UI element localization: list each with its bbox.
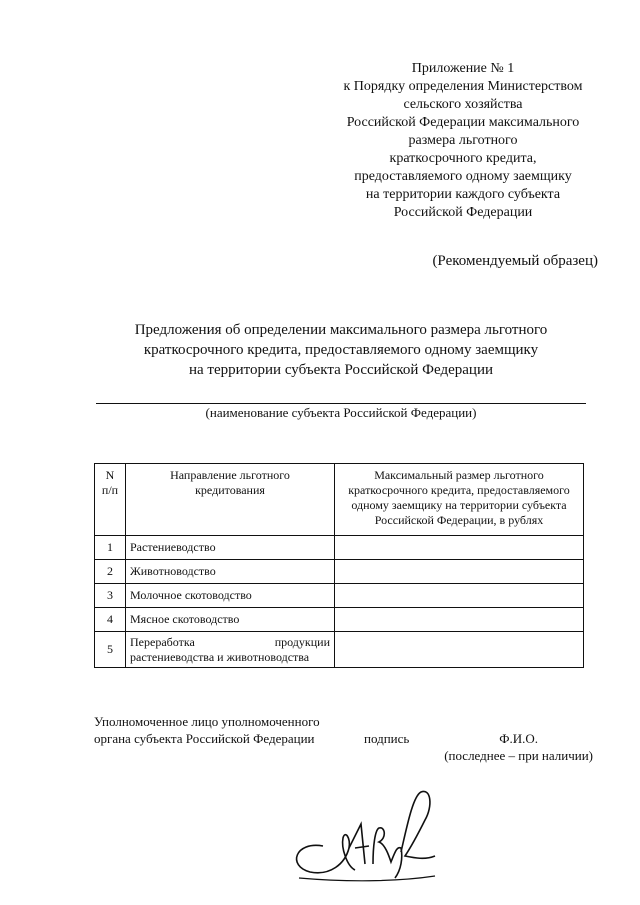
authorized-line: органа субъекта Российской Федерации: [94, 731, 315, 746]
handwritten-signature: [285, 786, 445, 886]
header-num-line: N: [105, 468, 115, 482]
appendix-line: Российской Федерации: [393, 205, 533, 220]
title-line: краткосрочного кредита, предоставляемого одному заемщику: [143, 342, 539, 358]
fio-block: [444, 730, 593, 764]
sample-label: (Рекомендуемый образец): [432, 253, 598, 269]
row-direction-line: растениеводства и животноводства: [130, 649, 310, 664]
row-amount-cell[interactable]: [335, 536, 584, 560]
appendix-line: сельского хозяйства: [403, 97, 523, 112]
appendix-line: предоставляемого одному заемщику: [354, 169, 572, 184]
appendix-line: Российской Федерации максимального: [346, 115, 580, 130]
row-direction: Мясное скотоводство: [126, 608, 335, 632]
subject-name-line: [96, 403, 586, 404]
appendix-line: размера льготного: [408, 133, 518, 148]
table-row: [95, 560, 584, 584]
header-num-line: п/п: [101, 483, 119, 497]
title-line: Предложения об определении максимального размера льготного: [134, 322, 548, 338]
row-num: 5: [95, 632, 126, 668]
authorized-line: Уполномоченное лицо уполномоченного: [94, 714, 320, 729]
row-amount-cell[interactable]: [335, 608, 584, 632]
table-header-row: [95, 464, 584, 536]
fio-note: (последнее – при наличии): [444, 748, 593, 763]
appendix-line: к Порядку определения Министерством: [343, 79, 583, 94]
table-row: [95, 632, 584, 668]
header-max-line: Российской Федерации, в рублях: [374, 513, 544, 527]
row-direction: Молочное скотоводство: [126, 584, 335, 608]
row-direction-word: продукции: [274, 634, 330, 649]
row-direction: Животноводство: [126, 560, 335, 584]
header-direction-line: Направление льготного: [170, 468, 290, 482]
row-num: 3: [95, 584, 126, 608]
row-num: 1: [95, 536, 126, 560]
row-direction: [126, 632, 335, 668]
appendix-block: [320, 60, 606, 222]
row-num: 4: [95, 608, 126, 632]
row-num: 2: [95, 560, 126, 584]
table-row: [95, 536, 584, 560]
appendix-line: краткосрочного кредита,: [389, 151, 537, 166]
row-direction-word: Переработка: [130, 634, 195, 649]
table-row: [95, 584, 584, 608]
header-num: [95, 464, 126, 536]
row-amount-cell[interactable]: [335, 560, 584, 584]
credit-table: [94, 463, 584, 668]
row-amount-cell[interactable]: [335, 632, 584, 668]
appendix-line: Приложение № 1: [411, 61, 515, 76]
header-direction-line: кредитования: [195, 483, 265, 497]
header-max-amount: [335, 464, 584, 536]
signature-label: подпись: [364, 731, 410, 746]
fio-label: Ф.И.О.: [499, 731, 538, 746]
subject-caption: (наименование субъекта Российской Федерации): [205, 405, 477, 420]
row-direction: Растениеводство: [126, 536, 335, 560]
header-direction: [126, 464, 335, 536]
appendix-line: на территории каждого субъекта: [365, 187, 561, 202]
header-max-line: одному заемщику на территории субъекта: [351, 498, 567, 512]
title-line: на территории субъекта Российской Федерации: [188, 362, 494, 378]
header-max-line: Максимальный размер льготного: [374, 468, 544, 482]
table-row: [95, 608, 584, 632]
row-direction-line: [130, 635, 330, 650]
row-amount-cell[interactable]: [335, 584, 584, 608]
header-max-line: краткосрочного кредита, предоставляемого: [348, 483, 570, 497]
document-title: [96, 320, 586, 380]
authorized-person-label: [94, 713, 320, 747]
